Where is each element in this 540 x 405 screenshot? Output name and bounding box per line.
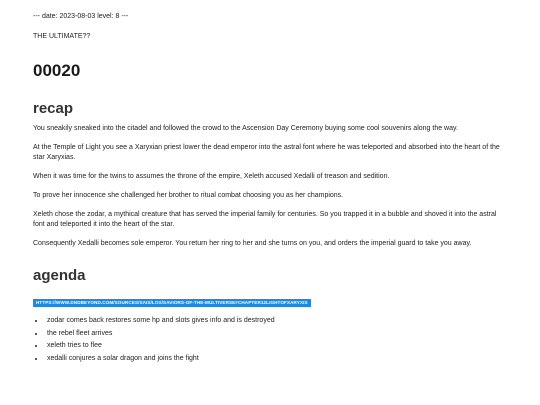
list-item: • xedalli conjures a solar dragon and joins the fight xyxy=(45,353,506,366)
recap-paragraph: Consequently Xedalli becomes sole emperor. You return her ring to her and she turns on you, and orders the imperial guard to take you away. xyxy=(33,240,472,247)
list-item: • the rebel fleet arrives xyxy=(45,328,506,341)
agenda-section xyxy=(33,267,506,365)
source-link[interactable]: HTTPS://WWW.DNDBEYOND.COM/SOURCES/SAIS/LOX/SAVIORS-OF-THE-MULTIVERSE#CHAPTER12LIGHTOFXARYXIS xyxy=(33,299,311,307)
recap-paragraph: When it was time for the twins to assumes the throne of the empire, Xeleth accused Xedalli of treason and sedition. xyxy=(33,173,390,180)
front-matter: --- date: 2023-08-03 level: 8 --- xyxy=(33,13,129,20)
page-title: 00020 xyxy=(33,61,81,80)
list-item: • zodar comes back restores some hp and slots gives info and is destroyed xyxy=(45,315,506,328)
agenda-list xyxy=(33,315,506,365)
recap-paragraph: At the Temple of Light you see a Xaryxian priest lower the dead emperor into the astral font where he was teleported and absorbed into the heart of the star Xaryxias. xyxy=(33,144,500,161)
recap-section xyxy=(33,100,506,249)
recap-heading: recap xyxy=(33,100,74,117)
list-item: • xeleth tries to flee xyxy=(45,340,506,353)
document-subtitle: THE ULTIMATE?? xyxy=(33,33,91,40)
recap-paragraph: You sneakily sneaked into the citadel and followed the crowd to the Ascension Day Ceremony buying some cool souvenirs along the way. xyxy=(33,125,458,132)
recap-paragraph: Xeleth chose the zodar, a mythical creature that has served the imperial family for centuries. So you trapped it in a bubble and shoved it into the astral font and teleported it into the heart of the star. xyxy=(33,211,497,228)
agenda-heading: agenda xyxy=(33,267,86,284)
recap-paragraph: To prove her innocence she challenged her brother to ritual combat choosing you as her champions. xyxy=(33,192,344,199)
